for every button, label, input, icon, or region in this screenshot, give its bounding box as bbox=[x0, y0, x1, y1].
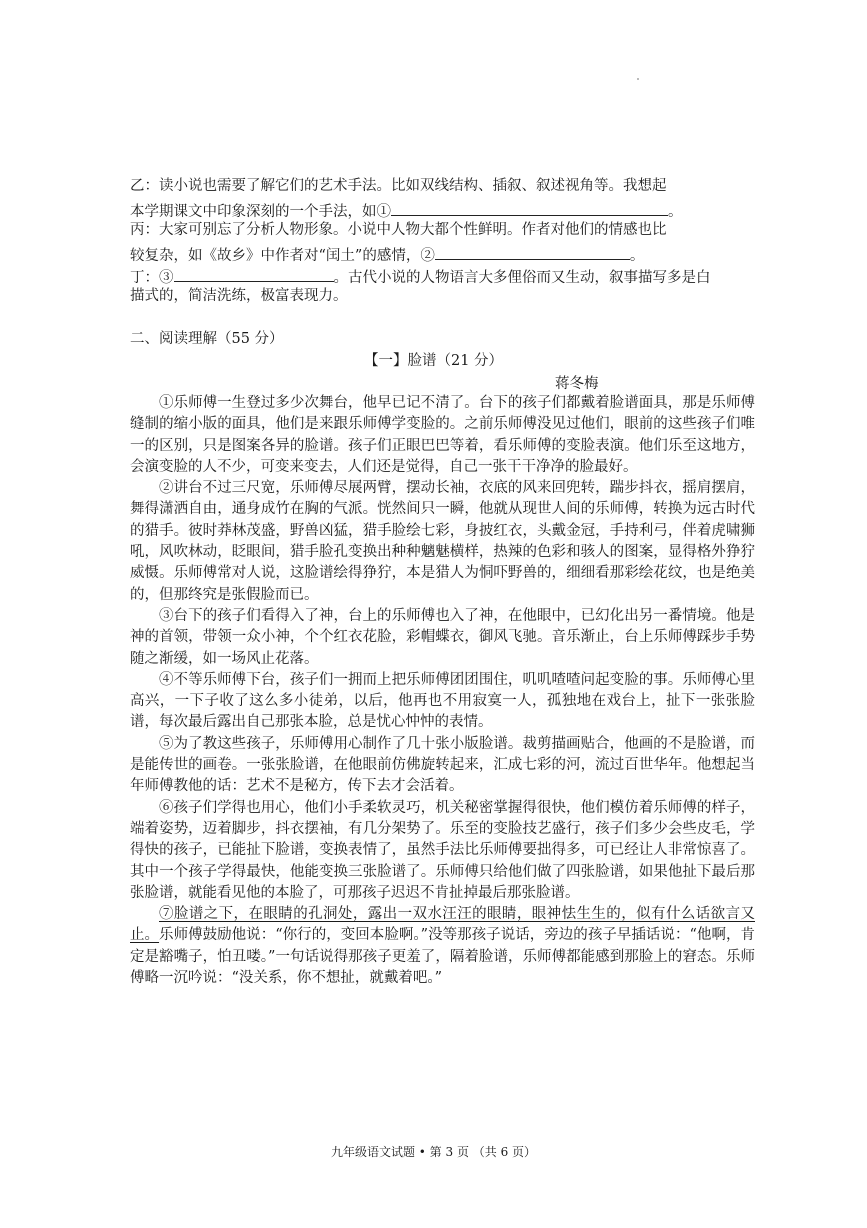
page-footer: 九年级语文试题 • 第 3 页 （共 6 页） bbox=[330, 1145, 537, 1159]
paragraph-6: ⑥孩子们学得也用心，他们小手柔软灵巧，机关秘密掌握得很快，他们模仿着乐师傅的样子，端着姿势，迈着脚步，抖衣摆袖，有几分架势了。乐至的变脸技艺盛行，孩子们多少会些皮毛，学得快的孩子，已能扯下脸谱，变换表情了，虽然手法比乐师傅要拙得多，可已经让人非常惊喜了。其中一个孩子学得最快，他能变换三张脸谱了。乐师傅只给他们做了四张脸谱，如果他扯下最后那张脸谱，就能看见他的本脸了，可那孩子迟迟不肯扯掉最后那张脸谱。 bbox=[130, 799, 755, 901]
paragraph-4: ④不等乐师傅下台，孩子们一拥而上把乐师傅团团围住，叽叽喳喳问起变脸的事。乐师傅心里高兴，一下子收了这么多小徒弟，以后，他再也不用寂寞一人，孤独地在戏台上，扯下一张张脸谱，每次最后露出自己那张本脸，总是忧心忡忡的表情。 bbox=[130, 671, 755, 731]
underlined-sentence: ⑦脸谱之下，在眼睛的孔洞处，露出一双水汪汪的眼睛，眼神怯生生的，似有什么话欲言又止。 bbox=[130, 906, 755, 944]
paragraph-2: ②讲台不过三尺宽，乐师傅尽展两臂，摆动长袖，衣底的风来回兜转，踹步抖衣，摇肩摆肩，舞得潇洒自由，通身成竹在胸的气派。恍然间只一瞬，他就从现世人间的乐师傅，转换为远古时代的猎手。彼时莽林茂盛，野兽凶猛，猎手脸绘七彩，身披红衣，头戴金冠，手持利弓，伴着虎啸狮吼，风吹林动，眨眼间，猎手脸孔变换出种种魑魅横样，热辣的色彩和骇人的图案，显得格外狰狞威慑。乐师傅常对人说，这脸谱绘得狰狞，本是猎人为恫吓野兽的，细细看那彩绘花纹，也是绝美的，但那终究是张假脸而已。 bbox=[130, 480, 755, 603]
paragraph-3: ③台下的孩子们看得入了神，台上的乐师傅也入了神，在他眼中，已幻化出另一番情境。他是神的首领，带领一众小神，个个红衣花脸，彩帽蝶衣，御风飞驰。音乐渐止，台上乐师傅踩步手势随之渐缓，如一场风止花落。 bbox=[130, 607, 755, 667]
passage-body bbox=[130, 393, 755, 989]
answer-blank-1[interactable] bbox=[391, 201, 668, 216]
paragraph-7 bbox=[130, 904, 755, 989]
exercise-yi-text: 本学期课文中印象深刻的一个手法，如① bbox=[130, 204, 391, 220]
period: 。 bbox=[629, 248, 645, 264]
exercise-bing-line-1: 丙：大家可别忘了分析人物形象。小说中人物大都个性鲜明。作者对他们的情感也比 bbox=[130, 222, 667, 238]
paragraph-5: ⑤为了教这些孩子，乐师傅用心制作了几十张小版脸谱。裁剪描画贴合，他画的不是脸谱，而是能传世的画卷。一张张脸谱，在他眼前仿佛旋转起来，汇成七彩的河，流过百世华年。他想起当年师傅教他的话：艺术不是秘方，传下去才会活着。 bbox=[130, 735, 755, 795]
passage-author: 蒋冬梅 bbox=[555, 376, 599, 392]
exercise-yi-line-1: 乙：读小说也需要了解它们的艺术手法。比如双线结构、插叙、叙述视角等。我想起 bbox=[130, 178, 667, 194]
section-title: 二、阅读理解（55 分） bbox=[130, 331, 284, 347]
exercise-bing-text: 较复杂，如《故乡》中作者对“闰土”的感情，② bbox=[130, 248, 435, 264]
period: 。 bbox=[668, 204, 683, 220]
exercise-ding-line-2: 描式的，简洁洗练，极富表现力。 bbox=[130, 288, 348, 304]
exercise-ding-suffix: 。古代小说的人物语言大多俚俗而又生动，叙事描写多是白 bbox=[333, 270, 711, 286]
exercise-ding-line-1 bbox=[130, 267, 711, 286]
passage-title: 【一】脸谱（21 分） bbox=[363, 353, 504, 369]
answer-blank-2[interactable] bbox=[435, 245, 630, 260]
scan-speck bbox=[637, 78, 639, 80]
paragraph-7-rest: 乐师傅鼓励他说：“你行的，变回本脸啊。”没等那孩子说话，旁边的孩子早插话说：“他啊，肯定是豁嘴子，怕丑喽。”一句话说得那孩子更羞了，隔着脸谱，乐师傅都能感到那脸上的窘态。乐师傅略一沉吟说：“没关系，你不想扯，就戴着吧。” bbox=[130, 927, 755, 987]
exercise-yi-line-2 bbox=[130, 201, 683, 220]
answer-blank-3[interactable] bbox=[174, 267, 334, 282]
paragraph-1: ①乐师傅一生登过多少次舞台，他早已记不清了。台下的孩子们都戴着脸谱面具，那是乐师傅缝制的缩小版的面具，他们是来跟乐师傅学变脸的。之前乐师傅没见过他们，眼前的这些孩子们唯一的区别，只是图案各异的脸谱。孩子们正眼巴巴等着，看乐师傅的变脸表演。他们乐至这地方，会演变脸的人不少，可变来变去，人们还是觉得，自己一张干干净净的脸最好。 bbox=[130, 395, 755, 475]
exercise-bing-line-2 bbox=[130, 245, 644, 264]
exercise-ding-prefix: 丁：③ bbox=[130, 270, 174, 286]
